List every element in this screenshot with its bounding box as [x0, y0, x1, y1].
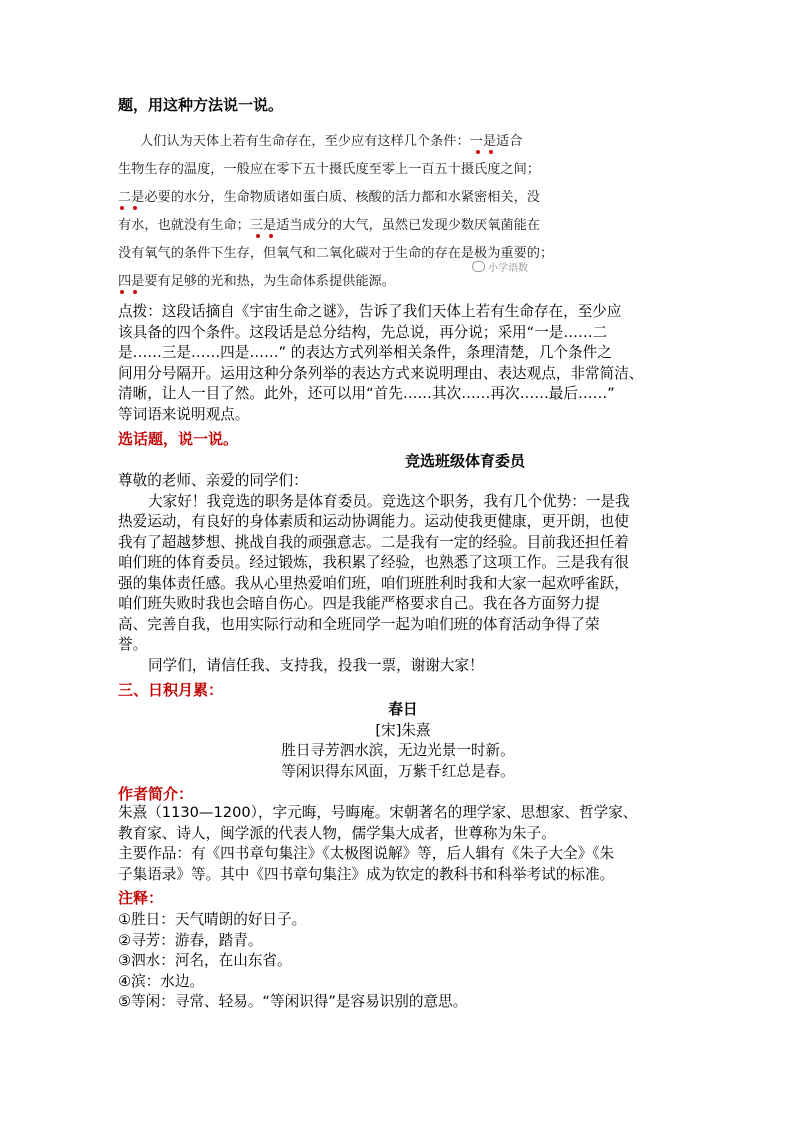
- topic-heading: 选话题，说一说。: [118, 430, 239, 448]
- author-heading: 作者简介：: [118, 785, 194, 803]
- excerpt-line: 人们认为天体上若有生命存在，至少应有这样几个条件：一是适合: [140, 134, 523, 149]
- speech-line: 誉。: [118, 636, 148, 653]
- analysis-line: 等词语来说明观点。: [118, 405, 250, 423]
- watermark-text: 小学语数: [488, 263, 528, 274]
- watermark: [472, 259, 528, 274]
- emphasis-dot: [489, 150, 493, 154]
- emphasis-dot: [269, 234, 273, 238]
- excerpt-line: 四是要有足够的光和热，为生命体系提供能源。: [118, 274, 395, 289]
- poem-line: 等闲识得东风面，万紫千红总是春。: [281, 762, 515, 780]
- speech-line: 强的集体责任感。我从心里热爱咱们班，咱们班胜利时我和大家一起欢呼雀跃，: [118, 574, 629, 592]
- note-item: ⑤等闲：寻常、轻易。“等闲识得”是容易识别的意思。: [118, 993, 468, 1010]
- note-item: ③泗水：河名，在山东省。: [118, 952, 292, 969]
- notes-list: [118, 910, 678, 1013]
- speech-line: 我有了超越梦想、挑战自我的顽强意志。二是我有一定的经验。目前我还担任着: [118, 533, 629, 551]
- emphasis-dot: [256, 234, 260, 238]
- speech-body: [118, 471, 678, 676]
- analysis-line: 该具备的四个条件。这段话是总分结构，先总说，再分说；采用“一是……二: [118, 323, 608, 341]
- emphasis-dot: [476, 150, 480, 154]
- speech-closing: 同学们，请信任我、支持我，投我一票，谢谢大家！: [148, 656, 484, 674]
- note-item: ②寻芳：游春，踏青。: [118, 931, 263, 949]
- speech-line: 热爱运动，有良好的身体素质和运动协调能力。运动使我更健康，更开朗，也使: [118, 513, 629, 530]
- emphasis-dot: [133, 206, 137, 210]
- excerpt-line: 没有氧气的条件下生存，但氧气和二氧化碳对于生命的存在是极为重要的；: [118, 246, 554, 261]
- bio-line: 子集语录》等。其中《四书章句集注》成为钦定的教科书和科举考试的标准。: [118, 865, 615, 883]
- analysis-paragraph: [118, 302, 678, 425]
- emphasis-dot: [133, 290, 137, 294]
- poem-line: 胜日寻芳泗水滨，无边光景一时新。: [281, 742, 515, 759]
- analysis-line: 间用分号隔开。运用这种分条列举的表达方式来说明理由、表达观点，非常简洁、: [118, 364, 644, 382]
- notes-heading: 注释：: [118, 889, 164, 907]
- excerpt-line: 生物生存的温度，一般应在零下五十摄氏度至零上一百五十摄氏度之间；: [118, 162, 540, 177]
- analysis-line: 清晰，让人一目了然。此外，还可以用“首先……其次……再次……最后……”: [118, 385, 615, 402]
- top-heading: 题，用这种方法说一说。: [118, 96, 284, 114]
- bio-line: 主要作品：有《四书章句集注》《太极图说解》等，后人辑有《朱子大全》《朱: [118, 845, 615, 862]
- emphasis-dot: [120, 290, 124, 294]
- section3-heading: 三、日积月累：: [118, 681, 224, 699]
- emphasis-dot: [120, 206, 124, 210]
- author-bio: [118, 803, 678, 885]
- chat-icon: [472, 261, 485, 272]
- poem-author: [宋]朱熹: [375, 721, 431, 739]
- analysis-line: 是……三是……四是……” 的表达方式列举相关条件，条理清楚，几个条件之: [118, 344, 612, 361]
- analysis-line: 点拨：这段话摘自《宇宙生命之谜》，告诉了我们天体上若有生命存在，至少应: [118, 303, 622, 320]
- speech-greeting: 尊敬的老师、亲爱的同学们：: [118, 472, 308, 489]
- speech-title: 竞选班级体育委员: [405, 452, 526, 470]
- poem-block: [118, 700, 678, 782]
- bio-line: 教育家、诗人，闽学派的代表人物，儒学集大成者，世尊称为朱子。: [118, 824, 556, 842]
- bio-line: 朱熹（1130—1200），字元晦，号晦庵。宋朝著名的理学家、思想家、哲学家、: [118, 804, 638, 821]
- poem-title: 春日: [388, 701, 418, 718]
- speech-line: 咱们班的体育委员。经过锻炼，我积累了经验，也熟悉了这项工作。三是我有很: [118, 554, 629, 571]
- speech-line: 大家好！我竞选的职务是体育委员。竞选这个职务，我有几个优势：一是我: [148, 492, 630, 510]
- speech-line: 咱们班失败时我也会暗自伤心。四是我能严格要求自己。我在各方面努力提: [118, 595, 600, 612]
- note-item: ④滨：水边。: [118, 972, 205, 990]
- excerpt-line: 有水，也就没有生命；三是适当成分的大气，虽然已发现少数厌氧菌能在: [118, 218, 540, 233]
- excerpt-line: 二是必要的水分，生命物质诸如蛋白质、核酸的活力都和水紧密相关，没: [118, 190, 540, 205]
- note-item: ①胜日：天气晴朗的好日子。: [118, 911, 307, 928]
- speech-line: 高、完善自我，也用实际行动和全班同学一起为咱们班的体育活动争得了荣: [118, 615, 600, 633]
